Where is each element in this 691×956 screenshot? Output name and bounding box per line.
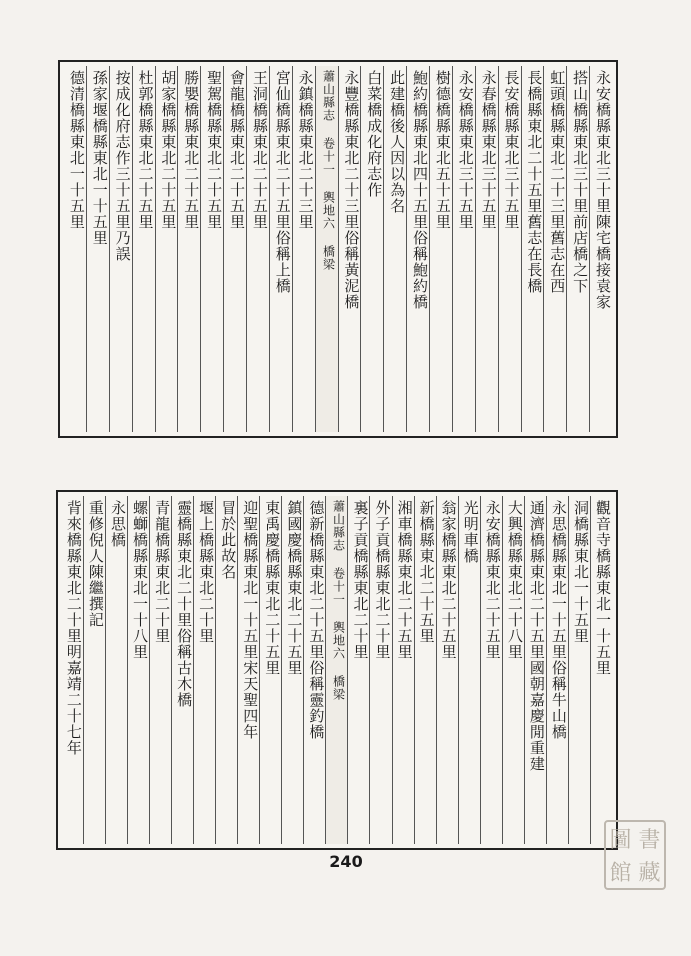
text-column: 勝嬰橋縣東北二十五里 xyxy=(177,66,200,432)
text-column: 鎮國慶橋縣東北二十五里 xyxy=(281,496,303,844)
text-column: 永安橋縣東北三十里陳宅橋接袁家 xyxy=(589,66,612,432)
text-column: 光明車橋 xyxy=(458,496,480,844)
text-column: 重修倪人陳繼撰記 xyxy=(83,496,105,844)
text-column: 宮仙橋縣東北二十五里俗稱上橋 xyxy=(269,66,292,432)
text-column: 杜郭橋縣東北二十五里 xyxy=(132,66,155,432)
text-column: 長安橋縣東北三十五里 xyxy=(498,66,521,432)
text-column: 虹頭橋縣東北二十三里舊志在西 xyxy=(543,66,566,432)
text-column: 永豐橋縣東北二十三里俗稱黃泥橋 xyxy=(338,66,361,432)
text-column: 長橋縣東北二十五里舊志在長橋 xyxy=(521,66,544,432)
text-column: 鮑約橋縣東北四十五里俗稱鮑約橋 xyxy=(406,66,429,432)
seal-char: 書 xyxy=(638,828,661,853)
text-column: 聖駕橋縣東北二十五里 xyxy=(200,66,223,432)
text-column: 永思橋縣東北一十五里俗稱牛山橋 xyxy=(546,496,568,844)
text-column: 靈橋縣東北二十里俗稱古木橋 xyxy=(171,496,193,844)
text-column: 外子貢橋縣東北二十里 xyxy=(369,496,391,844)
text-column: 樹德橋縣東北五十五里 xyxy=(429,66,452,432)
text-column: 通濟橋縣東北二十五里國朝嘉慶閒重建 xyxy=(524,496,546,844)
text-column: 德新橋縣東北二十五里俗稱靈釣橋 xyxy=(303,496,325,844)
text-column: 永安橋縣東北二十五里 xyxy=(480,496,502,844)
running-header: 蕭山縣志 卷十一 輿地六 橋梁 xyxy=(325,496,347,844)
text-column: 此建橋後人因以為名 xyxy=(383,66,406,432)
text-column: 永思橋 xyxy=(105,496,127,844)
text-column: 永春橋縣東北三十五里 xyxy=(475,66,498,432)
text-column: 迎聖橋縣東北一十五里宋天聖四年 xyxy=(237,496,259,844)
text-column: 搭山橋縣東北三十里前店橋之下 xyxy=(566,66,589,432)
text-column: 觀音寺橋縣東北一十五里 xyxy=(590,496,612,844)
lower-leaf xyxy=(56,490,618,850)
seal-char: 館 xyxy=(609,861,632,886)
text-column: 湘車橋縣東北二十五里 xyxy=(392,496,414,844)
library-seal xyxy=(604,820,666,890)
text-column: 會龍橋縣東北二十五里 xyxy=(223,66,246,432)
text-column: 孫家堰橋縣東北一十五里 xyxy=(86,66,109,432)
text-column: 螺螄橋縣東北一十八里 xyxy=(127,496,149,844)
page-number: 240 xyxy=(329,852,363,871)
seal-char: 藏 xyxy=(638,861,661,886)
text-column: 冒於此故名 xyxy=(215,496,237,844)
lower-columns xyxy=(62,496,612,844)
text-column: 按成化府志作三十五里乃誤 xyxy=(109,66,132,432)
text-column: 德清橋縣東北一十五里 xyxy=(67,70,86,230)
text-column: 王洞橋縣東北二十五里 xyxy=(246,66,269,432)
text-column: 裏子貢橋縣東北二十里 xyxy=(347,496,369,844)
text-column: 白菜橋成化府志作 xyxy=(360,66,383,432)
text-column: 東禹慶橋縣東北二十五里 xyxy=(259,496,281,844)
text-column: 翁家橋縣東北二十五里 xyxy=(436,496,458,844)
text-column: 堰上橋縣東北二十里 xyxy=(193,496,215,844)
upper-leaf xyxy=(58,60,618,438)
text-column: 青龍橋縣東北二十里 xyxy=(149,496,171,844)
text-column: 大興橋縣東北二十八里 xyxy=(502,496,524,844)
text-column: 永鎮橋縣東北二十三里 xyxy=(292,66,315,432)
seal-char: 圖 xyxy=(609,828,632,853)
running-header: 蕭山縣志 卷十一 輿地六 橋梁 xyxy=(315,66,338,432)
text-column: 洞橋縣東北一十五里 xyxy=(568,496,590,844)
text-column: 新橋縣東北二十五里 xyxy=(414,496,436,844)
upper-columns xyxy=(64,66,612,432)
text-column: 背來橋縣東北二十里明嘉靖二十七年 xyxy=(64,500,83,756)
text-column: 永安橋縣東北三十五里 xyxy=(452,66,475,432)
text-column: 胡家橋縣東北二十五里 xyxy=(155,66,178,432)
